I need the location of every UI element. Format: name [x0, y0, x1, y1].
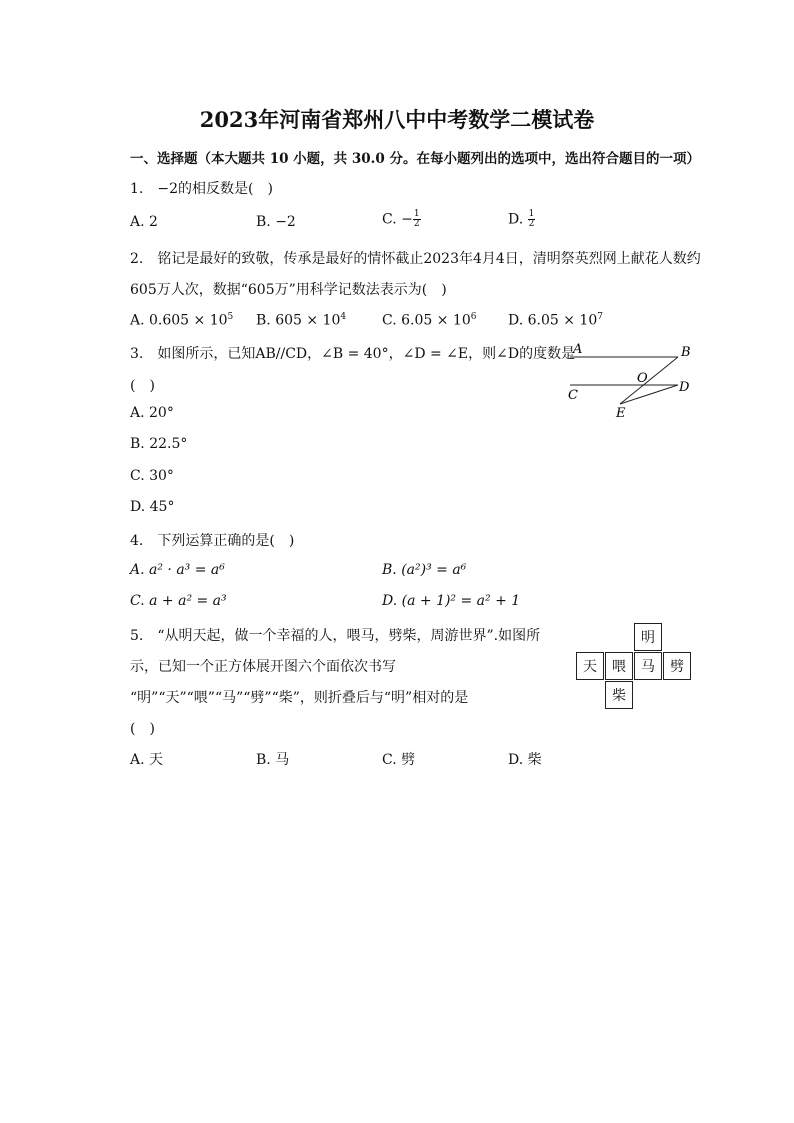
q3-option-b: B. 22.5° [130, 436, 188, 452]
q5-option-d: D. 柴 [508, 752, 542, 768]
question-5-line-2: 示，已知一个正方体展开图六个面依次书写 [130, 659, 396, 675]
label-a: A [573, 342, 583, 357]
label-b: B [681, 345, 691, 360]
q2-option-d-exponent: 7 [597, 312, 603, 322]
q1-option-d-prefix: D. [508, 211, 528, 228]
q3-geometry-figure [560, 338, 700, 422]
q1-option-b: B. −2 [256, 214, 296, 230]
q1-option-a: A. 2 [130, 214, 158, 230]
q5-option-a: A. 天 [130, 752, 164, 768]
fraction-numerator: 1 [528, 209, 535, 219]
question-1-stem: 1. −2的相反数是( ) [130, 181, 273, 197]
net-face-wei: 喂 [605, 652, 633, 680]
net-face-pi: 劈 [663, 652, 691, 680]
q2-option-a-base: A. 0.605 × 10 [130, 312, 228, 329]
question-2-line-1: 2. 铭记是最好的致敬，传承是最好的情怀截止2023年4月4日，清明祭英烈网上献花人数约 [130, 251, 701, 267]
q4-option-b: B. (a²)³ = a⁶ [382, 562, 467, 578]
q3-option-d: D. 45° [130, 499, 175, 515]
q2-option-c-exponent: 6 [470, 312, 477, 322]
q2-option-b-base: B. 605 × 10 [256, 312, 341, 329]
q2-option-b [256, 312, 346, 329]
label-e: E [616, 406, 626, 421]
net-face-tian: 天 [576, 652, 604, 680]
line-ed [620, 385, 678, 404]
question-4-stem: 4. 下列运算正确的是( ) [130, 533, 295, 549]
question-5-line-3: “明”“天”“喂”“马”“劈”“柴”，则折叠后与“明”相对的是 [130, 690, 469, 706]
fraction-denominator: 2 [413, 219, 420, 229]
net-face-chai: 柴 [605, 681, 633, 709]
q2-option-d-base: D. 6.05 × 10 [508, 312, 598, 329]
question-5-line-4: ( ) [130, 721, 155, 737]
q1-option-c [382, 210, 421, 229]
q4-option-d: D. (a + 1)² = a² + 1 [382, 593, 521, 609]
q2-option-c [382, 312, 476, 329]
label-c: C [568, 388, 578, 403]
q3-option-a: A. 20° [130, 405, 174, 421]
q1-option-d-fraction [528, 210, 536, 229]
q2-option-d [508, 312, 603, 329]
fraction-numerator: 1 [413, 209, 420, 219]
q2-option-b-exponent: 4 [340, 312, 347, 322]
q2-option-a-exponent: 5 [227, 312, 234, 322]
section-heading: 一、选择题（本大题共 10 小题，共 30.0 分。在每小题列出的选项中，选出符合题目的一项） [130, 151, 700, 167]
q2-option-c-base: C. 6.05 × 10 [382, 312, 471, 329]
cube-net-figure [576, 623, 692, 711]
line-be [620, 357, 678, 404]
label-d: D [679, 380, 690, 395]
q1-option-d [508, 210, 535, 229]
q4-option-c: C. a + a² = a³ [130, 593, 227, 609]
page-title: 2023年河南省郑州八中中考数学二模试卷 [199, 107, 595, 132]
q5-option-c: C. 劈 [382, 752, 416, 768]
question-5-line-1: 5. “从明天起，做一个幸福的人，喂马，劈柴，周游世界”.如图所 [130, 628, 541, 644]
question-2-line-2: 605万人次，数据“605万”用科学记数法表示为( ) [130, 282, 447, 298]
fraction-denominator: 2 [528, 219, 535, 229]
label-o: O [637, 371, 648, 386]
q4-option-a: A. a² · a³ = a⁶ [130, 562, 225, 578]
q1-option-c-fraction [413, 210, 421, 229]
q1-option-c-prefix: C. − [382, 211, 413, 228]
q3-option-c: C. 30° [130, 468, 174, 484]
question-3-line-2: ( ) [130, 378, 155, 394]
net-face-ma: 马 [634, 652, 662, 680]
q5-option-b: B. 马 [256, 752, 290, 768]
net-face-ming: 明 [634, 623, 662, 651]
q2-option-a [130, 312, 233, 329]
question-3-line-1: 3. 如图所示，已知AB//CD，∠B = 40°，∠D = ∠E，则∠D的度数是 [130, 346, 576, 362]
